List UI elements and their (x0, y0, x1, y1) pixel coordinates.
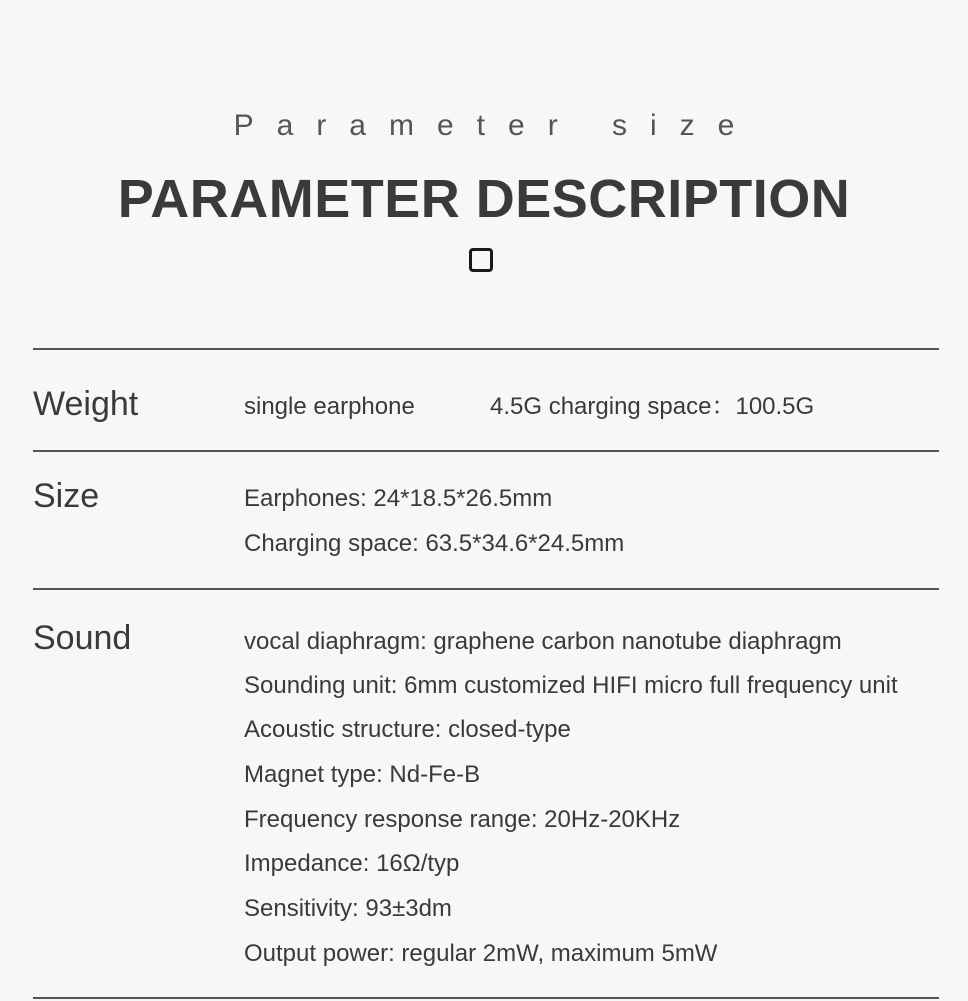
table-divider (33, 997, 939, 999)
sound-value-line: Impedance: 16Ω/typ (244, 850, 460, 877)
sound-value-line: Frequency response range: 20Hz-20KHz (244, 806, 681, 833)
row-label-size: Size (33, 477, 100, 515)
sound-value-line: Sounding unit: 6mm customized HIFI micro full frequency unit (244, 672, 898, 699)
sound-value-line: Output power: regular 2mW, maximum 5mW (244, 940, 718, 967)
size-value-earphones: Earphones: 24*18.5*26.5mm (244, 485, 553, 512)
square-outline-icon (469, 248, 493, 272)
table-divider (33, 588, 939, 590)
weight-value-charging-space: 4.5G charging space：100.5G (490, 393, 815, 420)
row-label-sound: Sound (33, 619, 132, 657)
page-title: PARAMETER DESCRIPTION (117, 169, 851, 229)
page-subtitle: Parameter size (233, 109, 758, 142)
sound-value-line: Magnet type: Nd-Fe-B (244, 761, 481, 788)
table-divider (33, 450, 939, 452)
sound-value-line: vocal diaphragm: graphene carbon nanotube diaphragm (244, 628, 842, 655)
table-divider (33, 348, 939, 350)
row-label-weight: Weight (33, 385, 139, 423)
sound-value-line: Acoustic structure: closed-type (244, 716, 571, 743)
weight-value-single-earphone: single earphone (244, 393, 415, 420)
size-value-charging-space: Charging space: 63.5*34.6*24.5mm (244, 530, 625, 557)
sound-value-line: Sensitivity: 93±3dm (244, 895, 452, 922)
